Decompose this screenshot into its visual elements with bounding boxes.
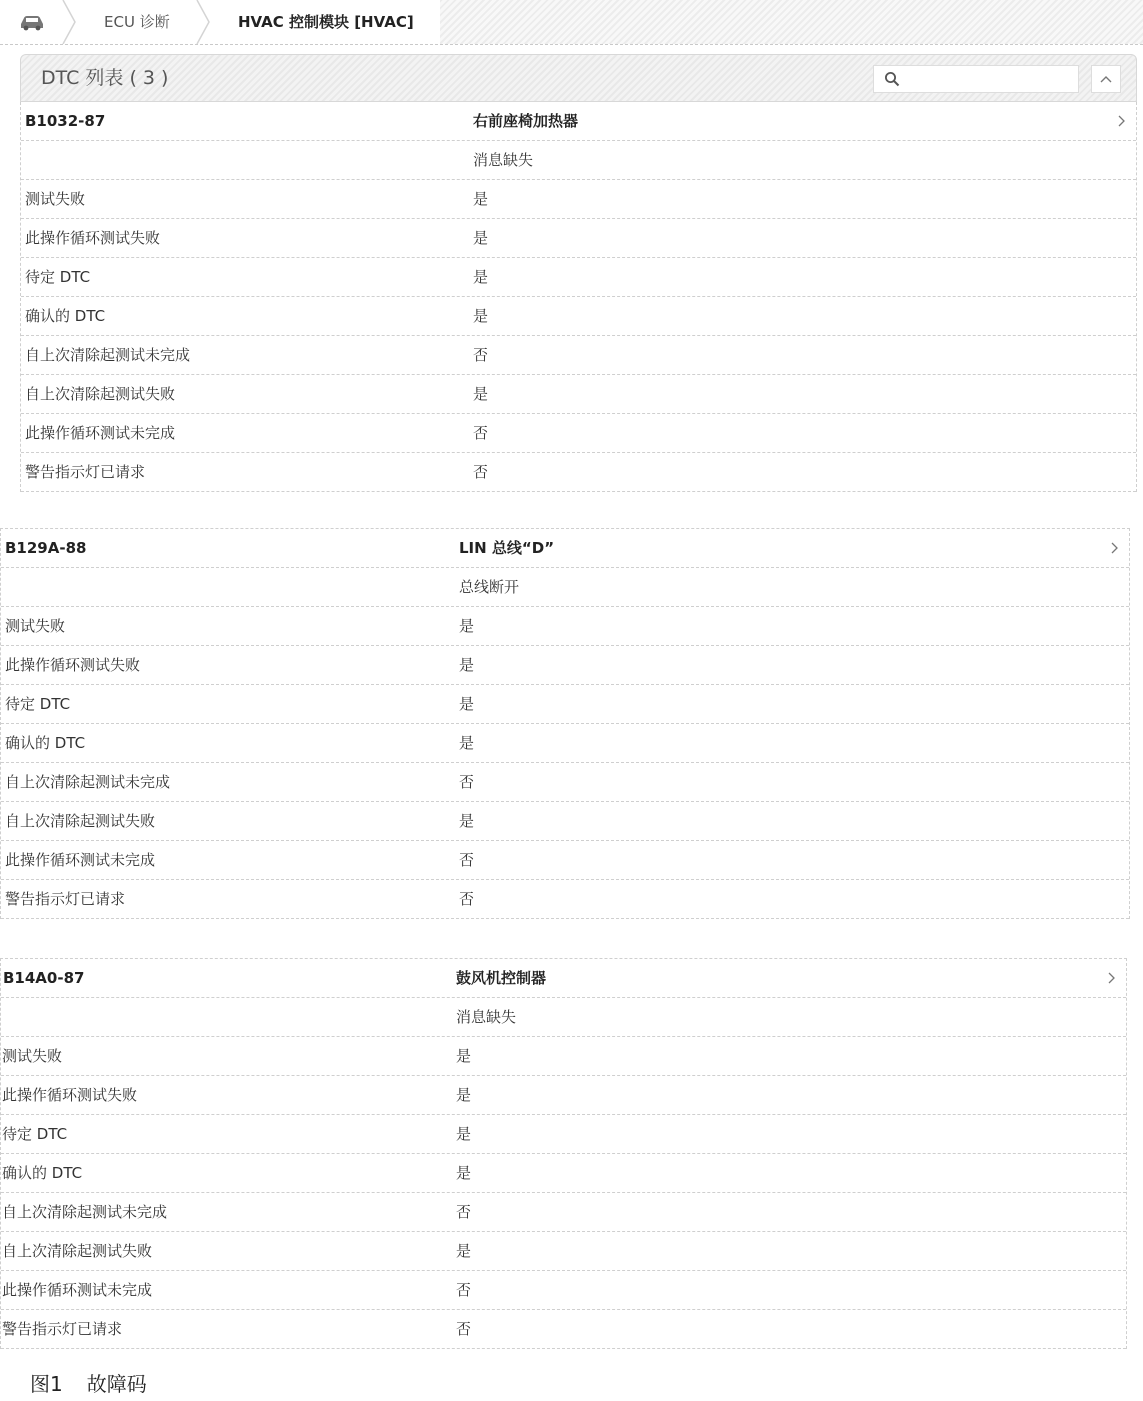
dtc-description: 总线断开 xyxy=(459,578,520,596)
dtc-header-row[interactable] xyxy=(21,102,1136,141)
chevron-up-icon xyxy=(1092,66,1120,92)
chevron-right-icon[interactable] xyxy=(1111,542,1119,554)
status-row xyxy=(1,685,1129,724)
status-value: 是 xyxy=(456,1047,472,1065)
dtc-list-header xyxy=(20,54,1137,102)
status-row xyxy=(21,414,1136,453)
status-row xyxy=(1,1115,1126,1154)
status-value: 是 xyxy=(459,656,475,674)
status-label: 测试失败 xyxy=(2,1047,63,1065)
status-label: 确认的 DTC xyxy=(5,734,86,752)
status-label: 待定 DTC xyxy=(2,1125,68,1143)
dtc-table-b14a0 xyxy=(0,958,1127,1349)
status-label: 确认的 DTC xyxy=(2,1164,83,1182)
status-label: 警告指示灯已请求 xyxy=(2,1320,123,1338)
status-label: 此操作循环测试未完成 xyxy=(25,424,176,442)
breadcrumb-item-ecu[interactable]: ECU 诊断 xyxy=(104,13,170,31)
dtc-code: B1032-87 xyxy=(25,112,106,130)
status-label: 确认的 DTC xyxy=(25,307,106,325)
dtc-list-title: DTC 列表 ( 3 ) xyxy=(41,67,169,89)
status-row xyxy=(1,1037,1126,1076)
status-value: 是 xyxy=(473,229,489,247)
status-row xyxy=(21,336,1136,375)
dtc-code: B14A0-87 xyxy=(3,969,85,987)
dtc-description-row xyxy=(21,141,1136,180)
dtc-table-b1032 xyxy=(20,102,1137,492)
status-value: 否 xyxy=(459,851,475,869)
dtc-name: LIN 总线“D” xyxy=(459,539,555,557)
status-row xyxy=(21,297,1136,336)
dtc-name: 右前座椅加热器 xyxy=(473,112,579,130)
status-label: 此操作循环测试未完成 xyxy=(5,851,156,869)
figure-title: 故障码 xyxy=(86,1372,147,1396)
status-row xyxy=(21,375,1136,414)
breadcrumb xyxy=(0,0,1143,45)
status-value: 否 xyxy=(473,346,489,364)
status-row xyxy=(1,724,1129,763)
search-input[interactable] xyxy=(908,69,1074,91)
car-icon[interactable] xyxy=(18,12,46,36)
status-value: 是 xyxy=(459,812,475,830)
status-row xyxy=(1,1154,1126,1193)
dtc-description: 消息缺失 xyxy=(473,151,534,169)
status-value: 是 xyxy=(456,1164,472,1182)
dtc-table-b129a xyxy=(0,528,1130,919)
status-value: 否 xyxy=(456,1281,472,1299)
status-value: 是 xyxy=(459,734,475,752)
status-label: 自上次清除起测试失败 xyxy=(5,812,156,830)
status-row xyxy=(1,802,1129,841)
status-label: 待定 DTC xyxy=(5,695,71,713)
dtc-header-row[interactable] xyxy=(1,959,1126,998)
status-value: 是 xyxy=(473,190,489,208)
dtc-description: 消息缺失 xyxy=(456,1008,517,1026)
status-label: 待定 DTC xyxy=(25,268,91,286)
status-value: 否 xyxy=(456,1203,472,1221)
dtc-header-row[interactable] xyxy=(1,529,1129,568)
status-value: 是 xyxy=(456,1242,472,1260)
dtc-description-row xyxy=(1,998,1126,1037)
status-label: 此操作循环测试失败 xyxy=(25,229,161,247)
status-row xyxy=(1,1310,1126,1349)
breadcrumb-separator-icon xyxy=(196,0,210,44)
status-value: 是 xyxy=(473,307,489,325)
status-row xyxy=(21,453,1136,492)
status-value: 是 xyxy=(473,385,489,403)
status-row xyxy=(21,219,1136,258)
status-value: 是 xyxy=(456,1086,472,1104)
status-label: 自上次清除起测试未完成 xyxy=(2,1203,168,1221)
dtc-description-row xyxy=(1,568,1129,607)
status-label: 自上次清除起测试未完成 xyxy=(25,346,191,364)
status-value: 否 xyxy=(473,424,489,442)
status-row xyxy=(1,1076,1126,1115)
status-label: 自上次清除起测试未完成 xyxy=(5,773,171,791)
status-label: 测试失败 xyxy=(25,190,86,208)
status-label: 自上次清除起测试失败 xyxy=(2,1242,153,1260)
status-value: 是 xyxy=(459,695,475,713)
search-icon xyxy=(884,71,900,91)
status-row xyxy=(1,1193,1126,1232)
status-row xyxy=(1,1232,1126,1271)
status-label: 此操作循环测试未完成 xyxy=(2,1281,153,1299)
collapse-button[interactable] xyxy=(1091,65,1121,93)
status-row xyxy=(1,1271,1126,1310)
status-value: 是 xyxy=(459,617,475,635)
chevron-right-icon[interactable] xyxy=(1118,115,1126,127)
status-value: 否 xyxy=(473,463,489,481)
status-label: 此操作循环测试失败 xyxy=(5,656,141,674)
breadcrumb-item-hvac[interactable]: HVAC 控制模块 [HVAC] xyxy=(238,13,414,31)
status-value: 是 xyxy=(456,1125,472,1143)
chevron-right-icon[interactable] xyxy=(1108,972,1116,984)
dtc-name: 鼓风机控制器 xyxy=(456,969,547,987)
status-row xyxy=(1,763,1129,802)
status-value: 否 xyxy=(459,773,475,791)
status-value: 是 xyxy=(473,268,489,286)
status-value: 否 xyxy=(456,1320,472,1338)
status-row xyxy=(1,607,1129,646)
status-row xyxy=(21,258,1136,297)
figure-number: 图1 xyxy=(30,1372,63,1396)
breadcrumb-separator-icon xyxy=(62,0,76,44)
status-label: 自上次清除起测试失败 xyxy=(25,385,176,403)
status-label: 警告指示灯已请求 xyxy=(25,463,146,481)
dtc-code: B129A-88 xyxy=(5,539,87,557)
status-label: 警告指示灯已请求 xyxy=(5,890,126,908)
breadcrumb-filler xyxy=(440,0,1143,44)
search-box[interactable] xyxy=(873,65,1079,93)
status-label: 测试失败 xyxy=(5,617,66,635)
status-row xyxy=(1,646,1129,685)
figure-caption xyxy=(30,1368,171,1397)
status-row xyxy=(1,841,1129,880)
status-row xyxy=(21,180,1136,219)
status-row xyxy=(1,880,1129,919)
status-label: 此操作循环测试失败 xyxy=(2,1086,138,1104)
status-value: 否 xyxy=(459,890,475,908)
